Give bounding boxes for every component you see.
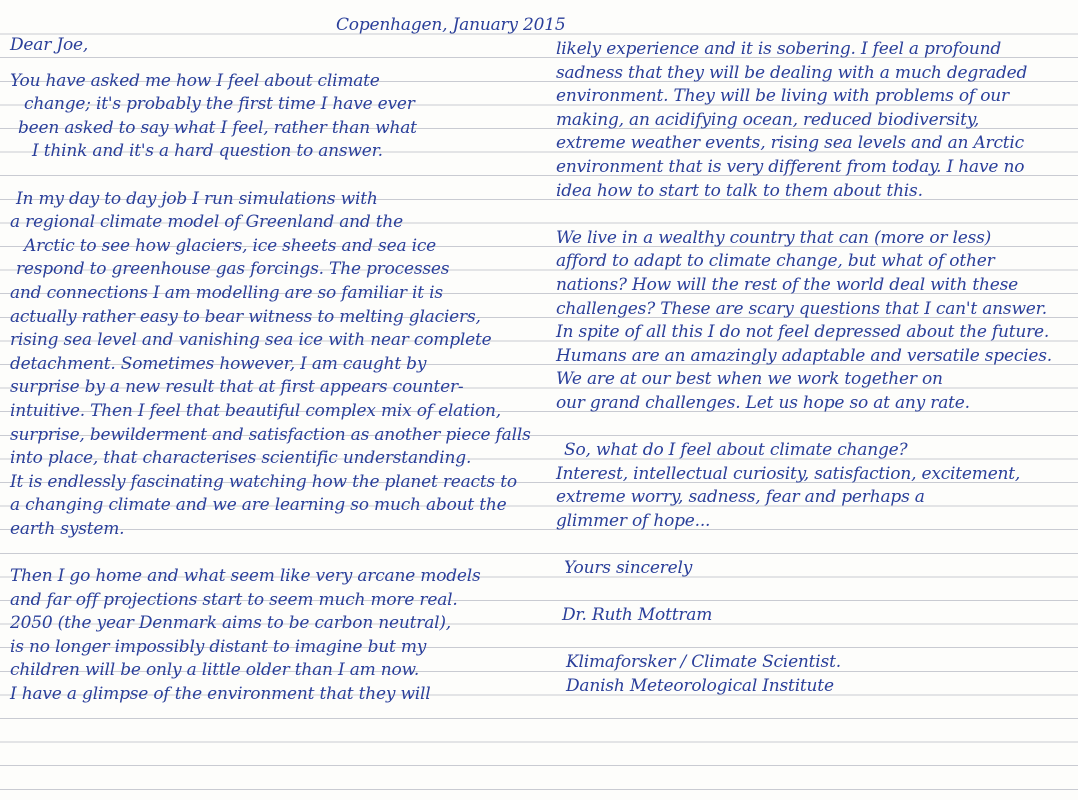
left-column [10, 34, 530, 707]
text-line: and far off projections start to seem much more real. [10, 589, 458, 610]
text-line: Arctic to see how glaciers, ice sheets and sea ice [24, 235, 436, 256]
text-line: into place, that characterises scientific understanding. [10, 448, 472, 469]
signatory-title: Klimaforsker / Climate Scientist. [566, 652, 841, 673]
text-line: sadness that they will be dealing with a much degraded [556, 62, 1028, 83]
paragraph-wealthy-country [556, 227, 1076, 416]
text-line: You have asked me how I feel about climate [10, 70, 380, 91]
text-line: We are at our best when we work together on [556, 369, 943, 390]
signatory-institution: Danish Meteorological Institute [566, 676, 834, 697]
text-line: earth system. [10, 518, 125, 539]
text-line: extreme weather events, rising sea levels and an Arctic [556, 133, 1024, 154]
text-line: I think and it's a hard question to answer. [32, 141, 383, 162]
text-line: environment. They will be living with problems of our [556, 86, 1009, 107]
text-line: So, what do I feel about climate change? [564, 440, 908, 461]
text-line: idea how to start to talk to them about this. [556, 180, 923, 201]
text-line: change; it's probably the first time I have ever [24, 94, 415, 115]
text-line: 2050 (the year Denmark aims to be carbon neutral), [10, 613, 452, 634]
letter-date: Copenhagen, January 2015 [336, 15, 566, 35]
closing: Yours sincerely [564, 558, 693, 579]
text-line: surprise by a new result that at first appears counter- [10, 377, 464, 398]
signature-name: Dr. Ruth Mottram [562, 605, 713, 626]
salutation: Dear Joe, [10, 35, 89, 55]
text-line: surprise, bewilderment and satisfaction as another piece falls [10, 424, 531, 445]
text-line: making, an acidifying ocean, reduced biodiversity, [556, 109, 980, 130]
text-line: Humans are an amazingly adaptable and versatile species. [556, 345, 1052, 366]
paragraph-what-do-i-feel [556, 439, 1076, 533]
paragraph-sobering [556, 38, 1076, 203]
text-line: been asked to say what I feel, rather than what [18, 117, 417, 138]
text-line: In my day to day job I run simulations with [16, 188, 378, 209]
text-line: likely experience and it is sobering. I feel a profound [556, 39, 1002, 59]
text-line: a regional climate model of Greenland and the [10, 212, 404, 233]
paragraph-feelings-question [10, 70, 530, 164]
text-line: intuitive. Then I feel that beautiful complex mix of elation, [10, 400, 501, 421]
text-line: and connections I am modelling are so familiar it is [10, 282, 443, 303]
text-line: detachment. Sometimes however, I am caught by [10, 353, 427, 374]
text-line: environment that is very different from today. I have no [556, 156, 1025, 177]
text-line: Then I go home and what seem like very arcane models [10, 566, 481, 587]
text-line: challenges? These are scary questions that I can't answer. [556, 298, 1047, 319]
text-line: In spite of all this I do not feel depressed about the future. [556, 322, 1050, 343]
text-line: It is endlessly fascinating watching how the planet reacts to [10, 471, 517, 492]
text-line: Interest, intellectual curiosity, satisfaction, excitement, [556, 463, 1021, 484]
text-line: respond to greenhouse gas forcings. The processes [16, 259, 450, 280]
paragraph-go-home [10, 565, 530, 707]
text-line: We live in a wealthy country that can (more or less) [556, 227, 992, 248]
text-line: is no longer impossibly distant to imagine but my [10, 636, 427, 657]
text-line: children will be only a little older than I am now. [10, 660, 420, 681]
text-line: our grand challenges. Let us hope so at any rate. [556, 392, 970, 413]
text-line: a changing climate and we are learning so much about the [10, 495, 507, 516]
paragraph-day-job [10, 188, 530, 542]
text-line: actually rather easy to bear witness to melting glaciers, [10, 306, 481, 327]
text-line: extreme worry, sadness, fear and perhaps a [556, 487, 925, 508]
text-line: rising sea level and vanishing sea ice with near complete [10, 330, 492, 351]
text-line: nations? How will the rest of the world deal with these [556, 274, 1018, 295]
text-line: glimmer of hope... [556, 510, 711, 531]
text-line: afford to adapt to climate change, but what of other [556, 251, 995, 272]
text-line: I have a glimpse of the environment that they will [10, 684, 431, 705]
right-column [556, 38, 1076, 699]
